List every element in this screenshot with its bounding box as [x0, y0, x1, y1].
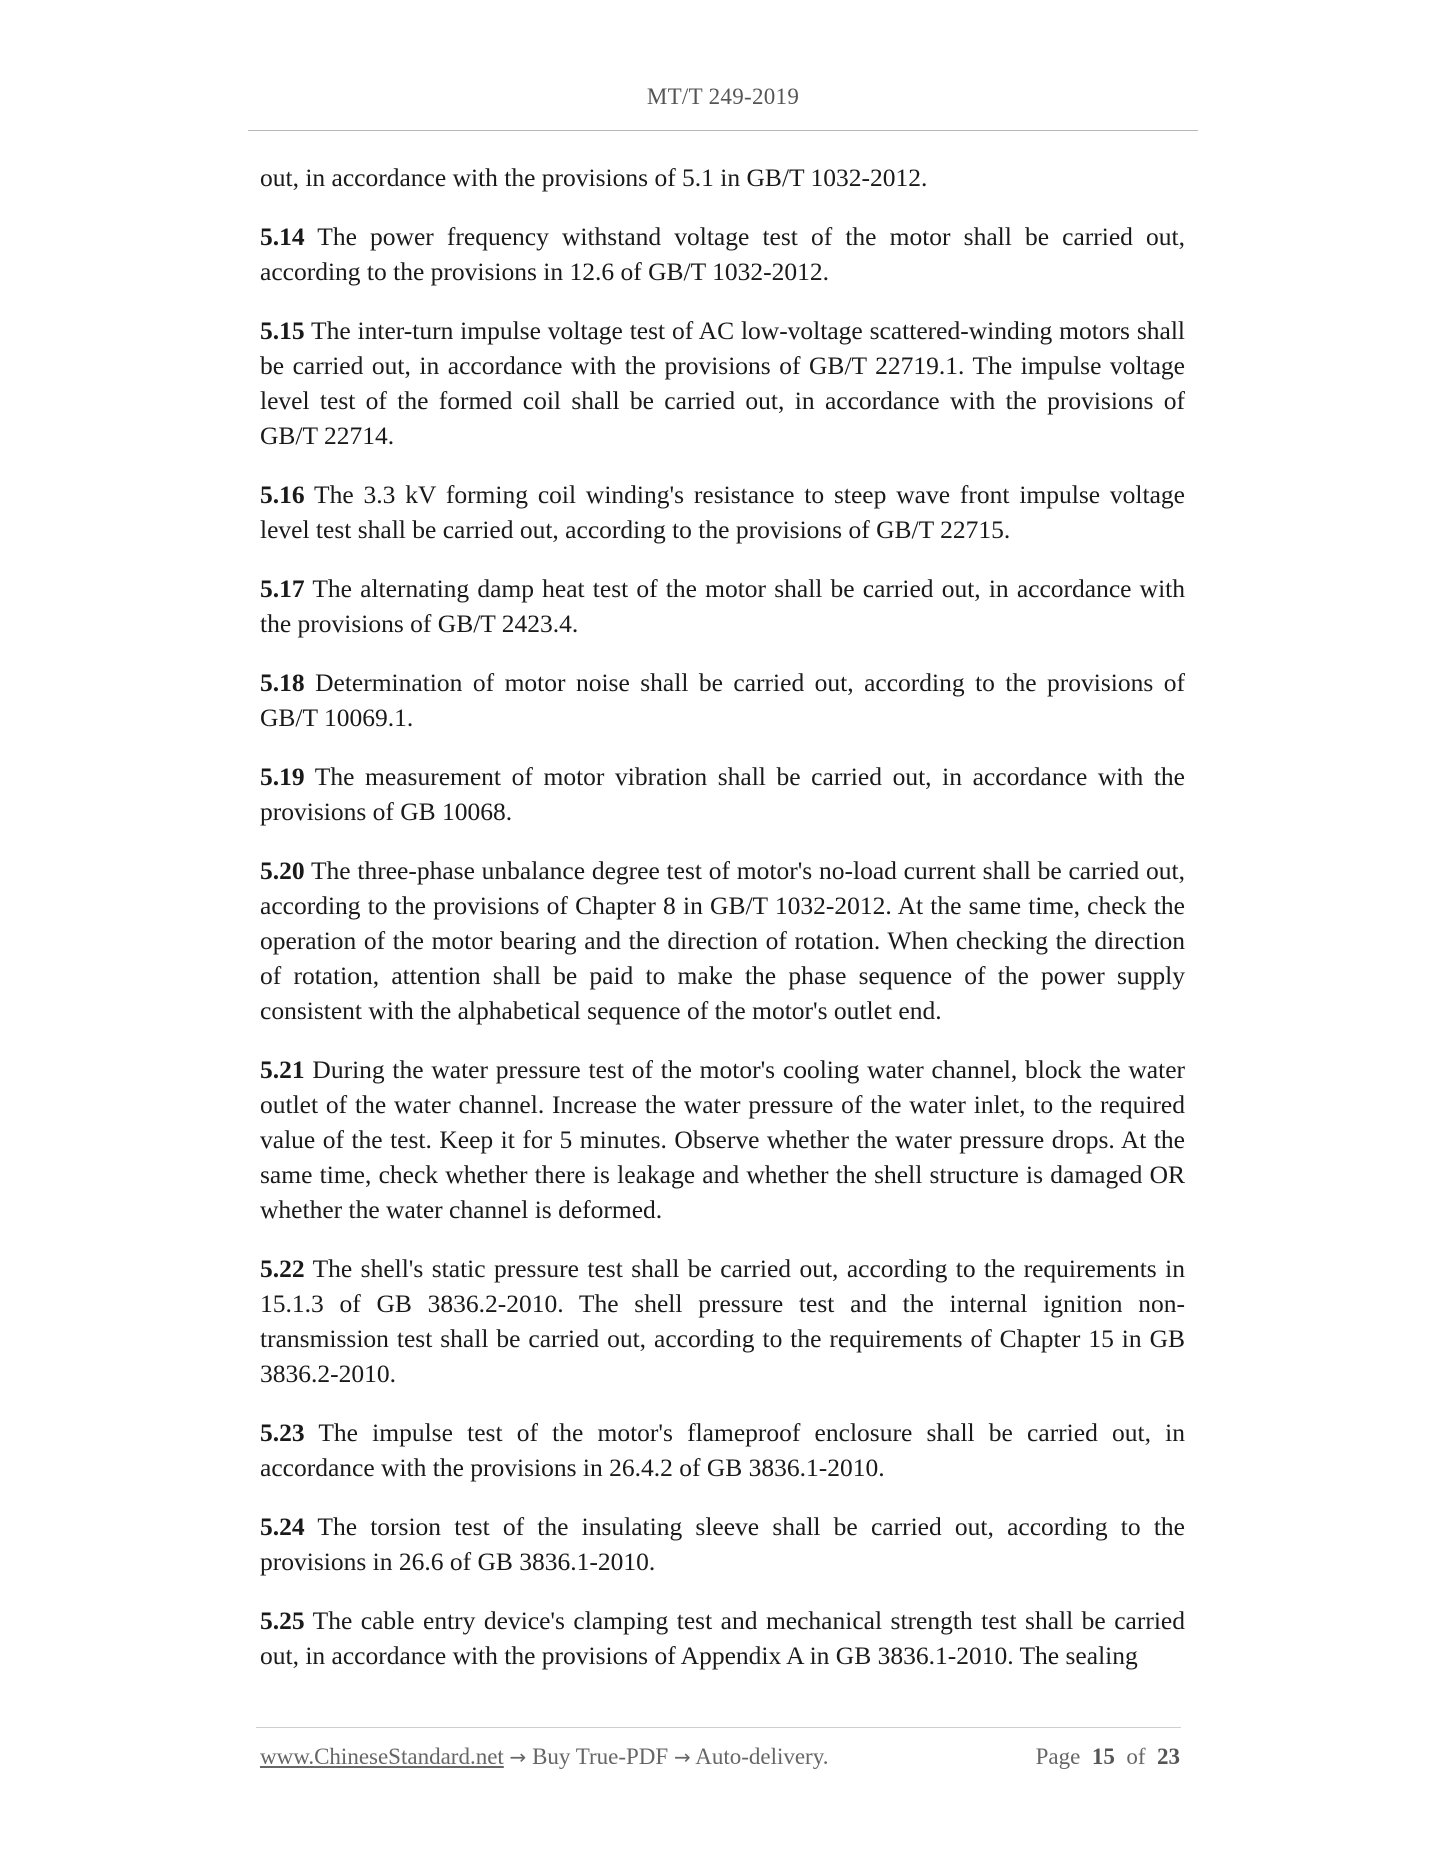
clause-text: Determination of motor noise shall be carried out, according to the provisions of GB/T 10069.1.: [260, 668, 1185, 732]
clause-text: The cable entry device's clamping test and mechanical strength test shall be carried out, in accordance with the provisions of Appendix A in GB 3836.1-2010. The sealing: [260, 1606, 1185, 1670]
clause-text: The power frequency withstand voltage test of the motor shall be carried out, according to the provisions in 12.6 of GB/T 1032-2012.: [260, 222, 1185, 286]
clause-text: The impulse test of the motor's flameproof enclosure shall be carried out, in accordance with the provisions in 26.4.2 of GB 3836.1-2010.: [260, 1418, 1185, 1482]
page-number: [1036, 1744, 1180, 1770]
page-word: Page: [1035, 1744, 1081, 1769]
page-current: 15: [1091, 1744, 1115, 1769]
clause-number: 5.17: [260, 574, 305, 603]
website-link[interactable]: www.ChineseStandard.net: [260, 1744, 504, 1769]
clause-paragraph: [260, 1052, 1185, 1227]
buy-pdf-text: Buy True-PDF: [532, 1744, 669, 1769]
document-body: [260, 160, 1185, 1697]
clause-paragraph: [260, 1251, 1185, 1391]
header-divider: [248, 130, 1198, 131]
clause-number: 5.18: [260, 668, 305, 697]
footer-divider: [256, 1727, 1181, 1728]
page-footer: [260, 1744, 1180, 1770]
right-arrow-icon: →: [509, 1745, 527, 1769]
clause-number: 5.16: [260, 480, 305, 509]
clause-number: 5.25: [260, 1606, 305, 1635]
clause-paragraph: [260, 571, 1185, 641]
clause-text: The shell's static pressure test shall be carried out, according to the requirements in 15.1.3 of GB 3836.2-2010. The shell pressure test and the internal ignition non-transmission test shall be carried out, according to the requirements of Chapter 15 in GB 3836.2-2010.: [260, 1254, 1185, 1388]
clause-number: 5.15: [260, 316, 305, 345]
clause-paragraph: [260, 1415, 1185, 1485]
right-arrow-icon: →: [673, 1745, 691, 1769]
footer-left: [260, 1744, 828, 1770]
clause-number: 5.19: [260, 762, 305, 791]
clause-text: The 3.3 kV forming coil winding's resistance to steep wave front impulse voltage level test shall be carried out, according to the provisions of GB/T 22715.: [260, 480, 1185, 544]
page-of: of: [1126, 1744, 1146, 1769]
clause-text: The three-phase unbalance degree test of motor's no-load current shall be carried out, according to the provisions of Chapter 8 in GB/T 1032-2012. At the same time, check the operation of the motor bearing and the direction of rotation. When checking the direction of rotation, attention shall be paid to make the phase sequence of the power supply consistent with the alphabetical sequence of the motor's outlet end.: [260, 856, 1185, 1025]
auto-delivery-text: Auto-delivery.: [695, 1744, 829, 1769]
continuation-paragraph: out, in accordance with the provisions of 5.1 in GB/T 1032-2012.: [260, 163, 928, 192]
clause-paragraph: [260, 219, 1185, 289]
clause-paragraph: [260, 1509, 1185, 1579]
clause-number: 5.20: [260, 856, 305, 885]
clause-text: The inter-turn impulse voltage test of AC low-voltage scattered-winding motors shall be carried out, in accordance with the provisions of GB/T 22719.1. The impulse voltage level test of the formed coil shall be carried out, in accordance with the provisions of GB/T 22714.: [260, 316, 1185, 450]
clause-number: 5.23: [260, 1418, 305, 1447]
clause-paragraph: [260, 313, 1185, 453]
clause-paragraph: [260, 477, 1185, 547]
clause-text: During the water pressure test of the motor's cooling water channel, block the water outlet of the water channel. Increase the water pressure of the water inlet, to the required value of the test. Keep it for 5 minutes. Observe whether the water pressure drops. At the same time, check whether there is leakage and whether the shell structure is damaged OR whether the water channel is deformed.: [260, 1055, 1185, 1224]
running-header: MT/T 249-2019: [646, 84, 800, 109]
clause-number: 5.14: [260, 222, 305, 251]
clause-text: The torsion test of the insulating sleeve shall be carried out, according to the provisions in 26.6 of GB 3836.1-2010.: [260, 1512, 1185, 1576]
clause-paragraph: [260, 1603, 1185, 1673]
page-total: 23: [1157, 1744, 1180, 1769]
clause-number: 5.21: [260, 1055, 305, 1084]
clause-paragraph: [260, 759, 1185, 829]
clause-text: The measurement of motor vibration shall be carried out, in accordance with the provisions of GB 10068.: [260, 762, 1185, 826]
clause-number: 5.24: [260, 1512, 305, 1541]
clause-paragraph: [260, 665, 1185, 735]
clause-number: 5.22: [260, 1254, 305, 1283]
clause-list: [260, 219, 1185, 1673]
clause-paragraph: [260, 853, 1185, 1028]
clause-text: The alternating damp heat test of the motor shall be carried out, in accordance with the provisions of GB/T 2423.4.: [260, 574, 1185, 638]
